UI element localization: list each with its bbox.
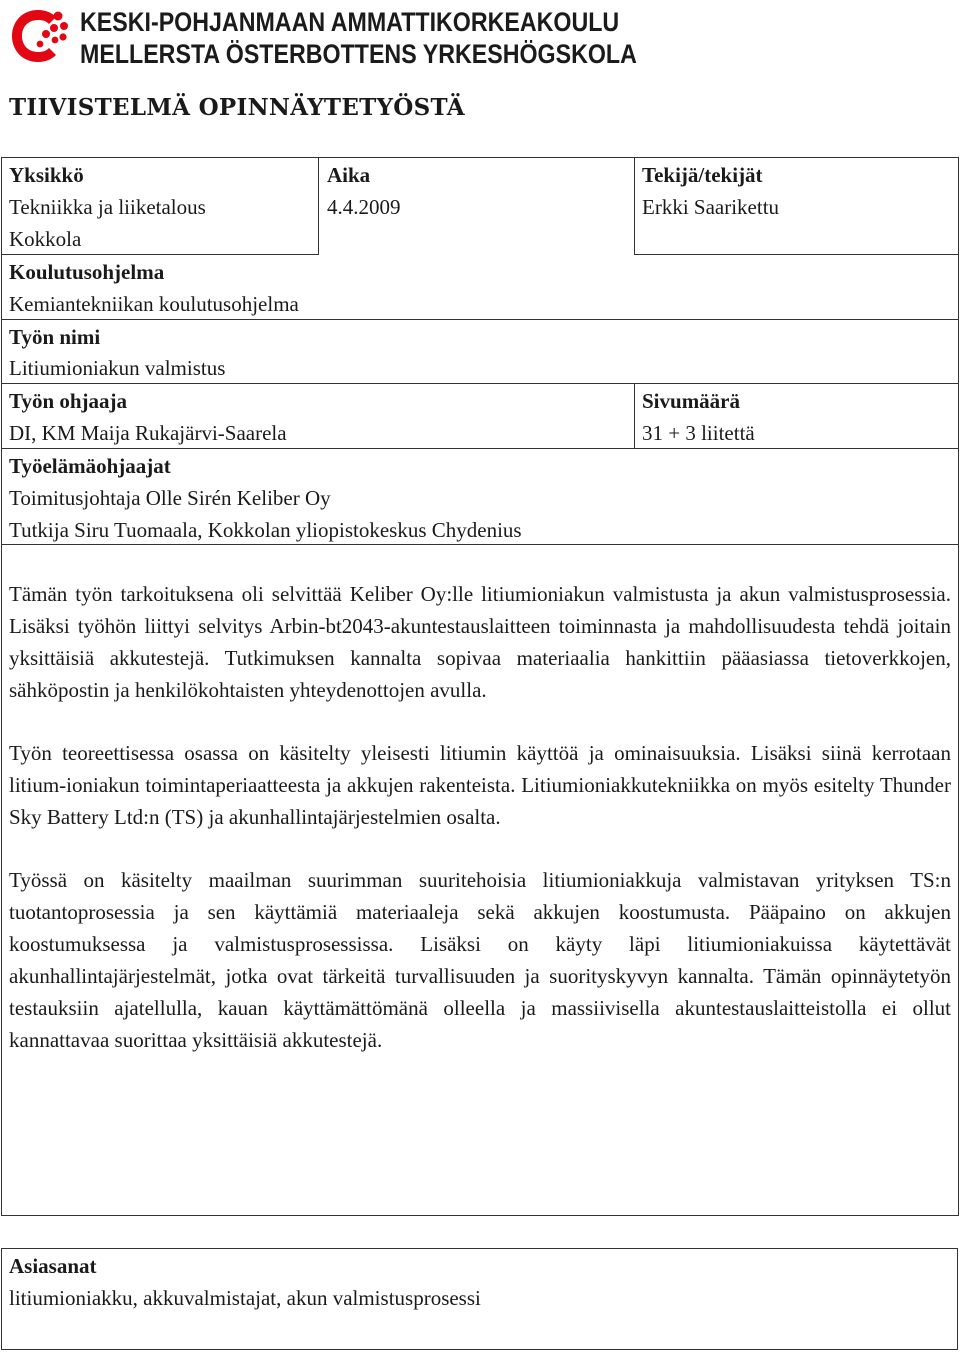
author-value: Erkki Saarikettu	[642, 195, 780, 219]
unit-label: Yksikkö	[9, 163, 84, 187]
school-logo	[8, 4, 637, 70]
thesis-title-label: Työn nimi	[9, 325, 101, 349]
abstract-paragraph-1: Tämän työn tarkoituksena oli selvittää Keliber Oy:lle litiumioniakun valmistusta ja akun valmistusprosessia. Lisäksi työhön liittyi selvitys Arbin-bt2043-akuntestauslaitteen toiminnasta ja mahdollisuudesta tehdä joitain yksittäisiä akkutestejä. Tutkimuksen kannalta sopivaa materiaalia hankittiin pääasiassa tietoverkkojen, sähköpostin ja henkilökohtaisten yhteydenottojen avulla.	[9, 582, 951, 702]
school-logo-mark-icon	[8, 4, 72, 68]
date-value: 4.4.2009	[327, 195, 401, 219]
programme-label: Koulutusohjelma	[9, 260, 165, 284]
keywords-value: litiumioniakku, akkuvalmistajat, akun valmistusprosessi	[9, 1286, 481, 1310]
divider-author-col	[634, 157, 635, 254]
unit-location: Kokkola	[9, 227, 82, 251]
school-name-swedish: MELLERSTA ÖSTERBOTTENS YRKESHÖGSKOLA	[80, 39, 637, 69]
divider-pages-col	[634, 383, 635, 449]
unit-value: Tekniikka ja liiketalous	[9, 195, 206, 219]
abstract-paragraph-3: Työssä on käsitelty maailman suurimman suuritehoisia litiumioniakkuja valmistavan yrityksen TS:n tuotantoprosessia ja sen käyttämiä materiaaleja sekä akkujen koostumusta. Pääpaino on akkujen koostumuksessa ja valmistusprosessissa. Lisäksi on käyty läpi litiumioniakuissa käytettävät akunhallintajärjestelmät, jotka ovat tärkeitä turvallisuuden ja suorityskyvyn kannalta. Tämän opinnäytetyön testauksiin ajatellulla, kauan käyttämättömänä olleella ja massiivisella akuntestauslaitteistolla ei ollut kannattavaa suorittaa yksittäisiä akkutestejä.	[9, 868, 951, 1052]
work-supervisor-1: Toimitusjohtaja Olle Sirén Keliber Oy	[9, 486, 331, 510]
page-count-value: 31 + 3 liitettä	[642, 421, 755, 445]
programme-value: Kemiantekniikan koulutusohjelma	[9, 292, 299, 316]
keywords-label: Asiasanat	[9, 1254, 97, 1278]
school-name-finnish: KESKI-POHJANMAAN AMMATTIKORKEAKOULU	[80, 7, 620, 37]
supervisor-label: Työn ohjaaja	[9, 389, 128, 413]
thesis-title-value: Litiumioniakun valmistus	[9, 356, 226, 380]
work-supervisors-label: Työelämäohjaajat	[9, 454, 171, 478]
author-label: Tekijä/tekijät	[642, 163, 763, 187]
page-count-label: Sivumäärä	[642, 389, 741, 413]
document-title: TIIVISTELMÄ OPINNÄYTETYÖSTÄ	[9, 94, 465, 121]
school-name	[80, 6, 637, 70]
abstract-paragraph-2: Työn teoreettisessa osassa on käsitelty yleisesti litiumin käyttöä ja ominaisuuksia. Lisäksi siinä kerrotaan litium-ioniakun toimintaperiaatteesta ja akkujen rakenteista. Litiumioniakkutekniikka on myös esitelty Thunder Sky Battery Ltd:n (TS) ja akunhallintajärjestelmien osalta.	[9, 741, 951, 829]
work-supervisor-2: Tutkija Siru Tuomaala, Kokkolan yliopistokeskus Chydenius	[9, 518, 522, 542]
abstract-text	[9, 578, 951, 1087]
date-label: Aika	[327, 163, 371, 187]
divider-time-col	[318, 157, 319, 254]
row-divider-1b	[634, 254, 959, 255]
supervisor-value: DI, KM Maija Rukajärvi-Saarela	[9, 421, 287, 445]
